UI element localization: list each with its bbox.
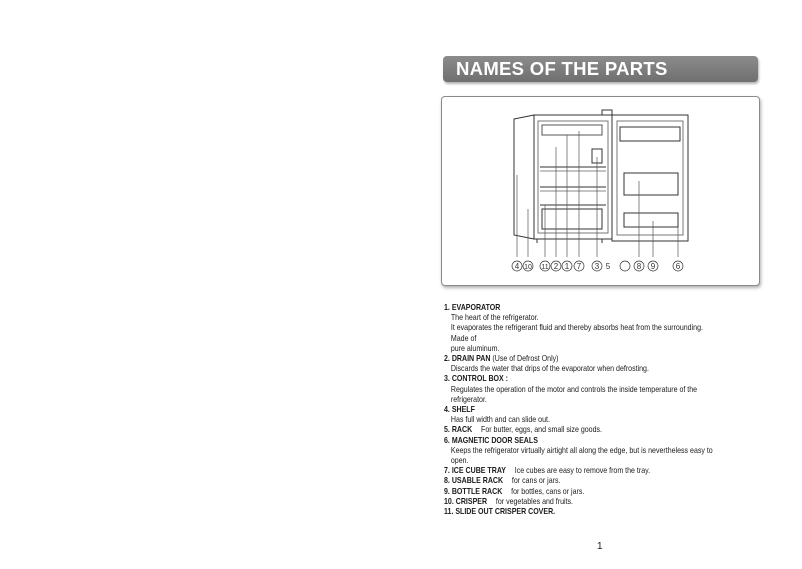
parts-list xyxy=(444,303,719,517)
part-desc: Discards the water that drips of the evaporator when defrosting. xyxy=(450,364,649,374)
part-desc: pure aluminum. xyxy=(450,343,500,353)
part-desc: Regulates the operation of the motor and controls the inside temperature of the refrigerator. xyxy=(450,384,698,404)
part-name: 3. CONTROL BOX : xyxy=(444,374,509,384)
part-item xyxy=(444,425,719,435)
part-item xyxy=(444,507,719,517)
hinge xyxy=(602,110,612,115)
callout-label: 1 xyxy=(564,262,570,271)
part-desc: The heart of the refrigerator. xyxy=(450,313,539,323)
part-name: 4. SHELF xyxy=(444,405,475,415)
part-name: 5. RACK xyxy=(444,425,473,435)
part-desc: Keeps the refrigerator virtually airtight all along the edge, but is nevertheless easy to open. xyxy=(450,445,713,466)
part-name: 8. USABLE RACK xyxy=(444,476,504,486)
callout-circle xyxy=(620,261,630,271)
part-note: Ice cubes are easy to remove from the tray. xyxy=(514,466,651,476)
part-item xyxy=(444,497,719,507)
callout-label: 7 xyxy=(576,262,582,271)
part-note: for vegetables and fruits. xyxy=(495,496,574,506)
part-name: 1. EVAPORATOR xyxy=(444,303,501,312)
callout-label: 3 xyxy=(594,262,600,271)
part-item xyxy=(444,466,719,476)
cabinet-body xyxy=(534,115,612,239)
part-item xyxy=(444,354,719,374)
page-number: 1 xyxy=(597,541,603,552)
cabinet-interior xyxy=(538,121,608,233)
crisper xyxy=(542,209,602,229)
callout-label: 9 xyxy=(650,262,656,271)
part-note: for cans or jars. xyxy=(511,476,561,486)
callout-label: 8 xyxy=(636,262,642,271)
part-name: 10. CRISPER xyxy=(444,496,488,506)
part-item xyxy=(444,303,719,354)
part-name: 11. SLIDE OUT CRISPER COVER. xyxy=(444,507,556,517)
callout-label: 10 xyxy=(524,264,532,271)
callout-label: 11 xyxy=(541,264,549,271)
part-item xyxy=(444,487,719,497)
callout-label: 6 xyxy=(675,262,681,271)
part-item xyxy=(444,436,719,467)
callout-label: 4 xyxy=(514,262,520,271)
page-title: NAMES OF THE PARTS xyxy=(456,58,668,79)
part-name: 9. BOTTLE RACK xyxy=(444,486,503,496)
part-name: 7. ICE CUBE TRAY xyxy=(444,466,506,476)
part-name: 6. MAGNETIC DOOR SEALS xyxy=(444,435,538,445)
door-rack-top xyxy=(620,127,680,141)
evaporator xyxy=(542,125,602,135)
refrigerator-illustration xyxy=(442,97,759,285)
door-seal xyxy=(617,121,683,235)
door xyxy=(612,115,688,241)
refrigerator-diagram xyxy=(441,96,760,286)
bottle-rack xyxy=(624,213,678,227)
part-item xyxy=(444,405,719,425)
section-title-bar xyxy=(443,56,758,82)
usable-rack xyxy=(624,173,678,195)
callout-label: 5 xyxy=(605,262,611,271)
part-note: for bottles, cans or jars. xyxy=(511,486,585,496)
part-note: For butter, eggs, and small size goods. xyxy=(481,425,602,435)
part-name: 2. DRAIN PAN xyxy=(444,354,491,364)
part-item xyxy=(444,476,719,486)
part-desc: It evaporates the refrigerant fluid and thereby absorbs heat from the surrounding. Made of xyxy=(450,323,703,343)
callout-label: 2 xyxy=(553,262,559,271)
part-note: (Use of Defrost Only) xyxy=(492,354,559,364)
part-item xyxy=(444,374,719,405)
part-desc: Has full width and can slide out. xyxy=(450,415,550,425)
